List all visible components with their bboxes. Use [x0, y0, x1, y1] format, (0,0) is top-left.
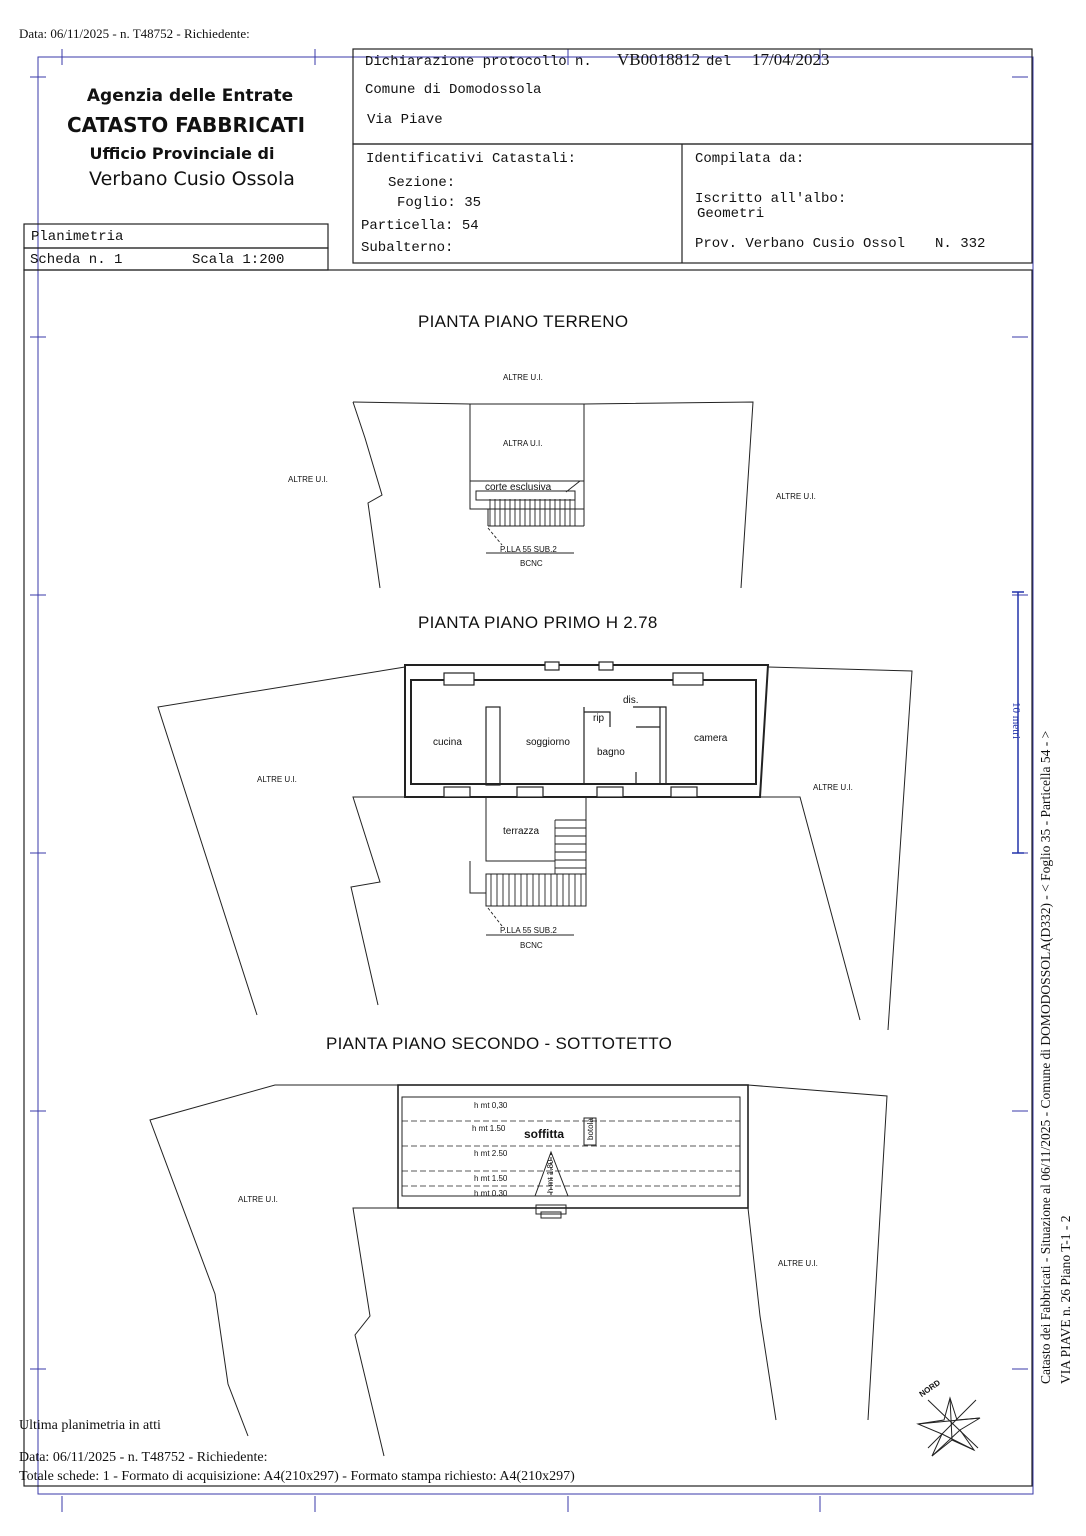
second-floor-height-lines — [402, 1121, 740, 1186]
first-cucina: cucina — [433, 737, 462, 748]
planimetria-label: Planimetria — [31, 229, 124, 245]
ground-bcnc: BCNC — [520, 559, 543, 568]
scale-bar-label: 10 metri — [1010, 702, 1022, 739]
blue-frame — [30, 49, 1033, 1512]
compiler-label: Compilata da: — [695, 151, 805, 167]
foglio: Foglio: 35 — [397, 195, 482, 211]
identifiers-title: Identificativi Catastali: — [366, 151, 577, 167]
ground-floor-plan — [353, 402, 753, 588]
second-h2: h mt 1.50 — [472, 1124, 506, 1133]
side-text-catasto: Catasto dei Fabbricati - Situazione al 06/11/2025 - Comune di DOMODOSSOLA(D332) - < Foglio 35 - Particella 54 - > — [1038, 730, 1053, 1384]
footer-ultima: Ultima planimetria in atti — [19, 1418, 161, 1433]
agency-office: Ufficio Provinciale di — [89, 144, 275, 163]
first-rip: rip — [593, 713, 605, 724]
second-soffitta: soffitta — [524, 1127, 564, 1141]
side-text-address: VIA PIAVE n. 26 Piano T-1 - 2 — [1058, 1215, 1073, 1384]
footer-data: Data: 06/11/2025 - n. T48752 - Richiedente: — [19, 1450, 268, 1465]
compiler-albo: Iscritto all'albo: — [695, 191, 847, 207]
first-bcnc: BCNC — [520, 941, 543, 950]
second-altre-right: ALTRE U.I. — [778, 1259, 818, 1268]
agency-province: Verbano Cusio Ossola — [89, 168, 295, 190]
first-dis: dis. — [623, 695, 639, 706]
first-floor-partitions — [444, 662, 703, 797]
first-plla: P.LLA 55 SUB.2 — [500, 926, 557, 935]
agency-catasto: CATASTO FABBRICATI — [66, 113, 306, 137]
compiler-role: Geometri — [697, 206, 765, 222]
subalterno: Subalterno: — [361, 240, 454, 256]
footer-totale: Totale schede: 1 - Formato di acquisizione: A4(210x297) - Formato stampa richiesto: A4(210x297) — [19, 1469, 575, 1484]
scheda-label: Scheda n. 1 — [30, 252, 123, 268]
declaration-date: 17/04/2023 — [752, 50, 830, 69]
ground-floor-title: PIANTA PIANO TERRENO — [418, 312, 629, 331]
first-terrazza: terrazza — [503, 826, 540, 837]
declaration-number: VB0018812 — [617, 50, 701, 69]
first-stairs — [486, 820, 586, 935]
particella: Particella: 54 — [361, 218, 479, 234]
sezione: Sezione: — [388, 175, 456, 191]
first-altre-right: ALTRE U.I. — [813, 783, 853, 792]
first-camera: camera — [694, 733, 728, 744]
second-altre-left: ALTRE U.I. — [238, 1195, 278, 1204]
first-floor-title: PIANTA PIANO PRIMO H 2.78 — [418, 613, 658, 632]
north-label: NORD — [917, 1378, 943, 1399]
compiler-num: N. 332 — [935, 236, 986, 252]
first-floor-outer — [158, 667, 912, 1030]
north-arrow-icon — [918, 1398, 980, 1456]
second-floor-title: PIANTA PIANO SECONDO - SOTTOTETTO — [326, 1034, 673, 1053]
ground-altre-right: ALTRE U.I. — [776, 492, 816, 501]
first-soggiorno: soggiorno — [526, 737, 570, 748]
scala-label: Scala 1:200 — [192, 252, 285, 268]
declaration-label: Dichiarazione protocollo n. — [365, 54, 592, 70]
ground-altre-top: ALTRE U.I. — [503, 373, 543, 382]
drawing-frame — [24, 270, 1032, 1486]
ground-altra: ALTRA U.I. — [503, 439, 543, 448]
second-h6: h mt 1.80 — [546, 1159, 555, 1193]
second-floor-attic — [398, 1085, 748, 1208]
second-h1: h mt 0,30 — [474, 1101, 508, 1110]
declaration-del: del — [706, 54, 732, 70]
second-floor-outer — [150, 1085, 887, 1456]
header-line: Data: 06/11/2025 - n. T48752 - Richiedente: — [19, 26, 250, 41]
second-h3: h mt 2.50 — [474, 1149, 508, 1158]
agency-name: Agenzia delle Entrate — [86, 86, 294, 106]
ground-plla: P.LLA 55 SUB.2 — [500, 545, 557, 554]
second-h5: h mt 0.30 — [474, 1189, 508, 1198]
ground-corte: corte esclusiva — [485, 482, 552, 493]
first-bagno: bagno — [597, 747, 625, 758]
compiler-prov: Prov. Verbano Cusio Ossol — [695, 236, 906, 252]
via: Via Piave — [367, 112, 443, 128]
second-botola: botola — [586, 1118, 595, 1140]
second-h4: h mt 1.50 — [474, 1174, 508, 1183]
comune: Comune di Domodossola — [365, 82, 542, 98]
first-altre-left: ALTRE U.I. — [257, 775, 297, 784]
ground-altre-left: ALTRE U.I. — [288, 475, 328, 484]
